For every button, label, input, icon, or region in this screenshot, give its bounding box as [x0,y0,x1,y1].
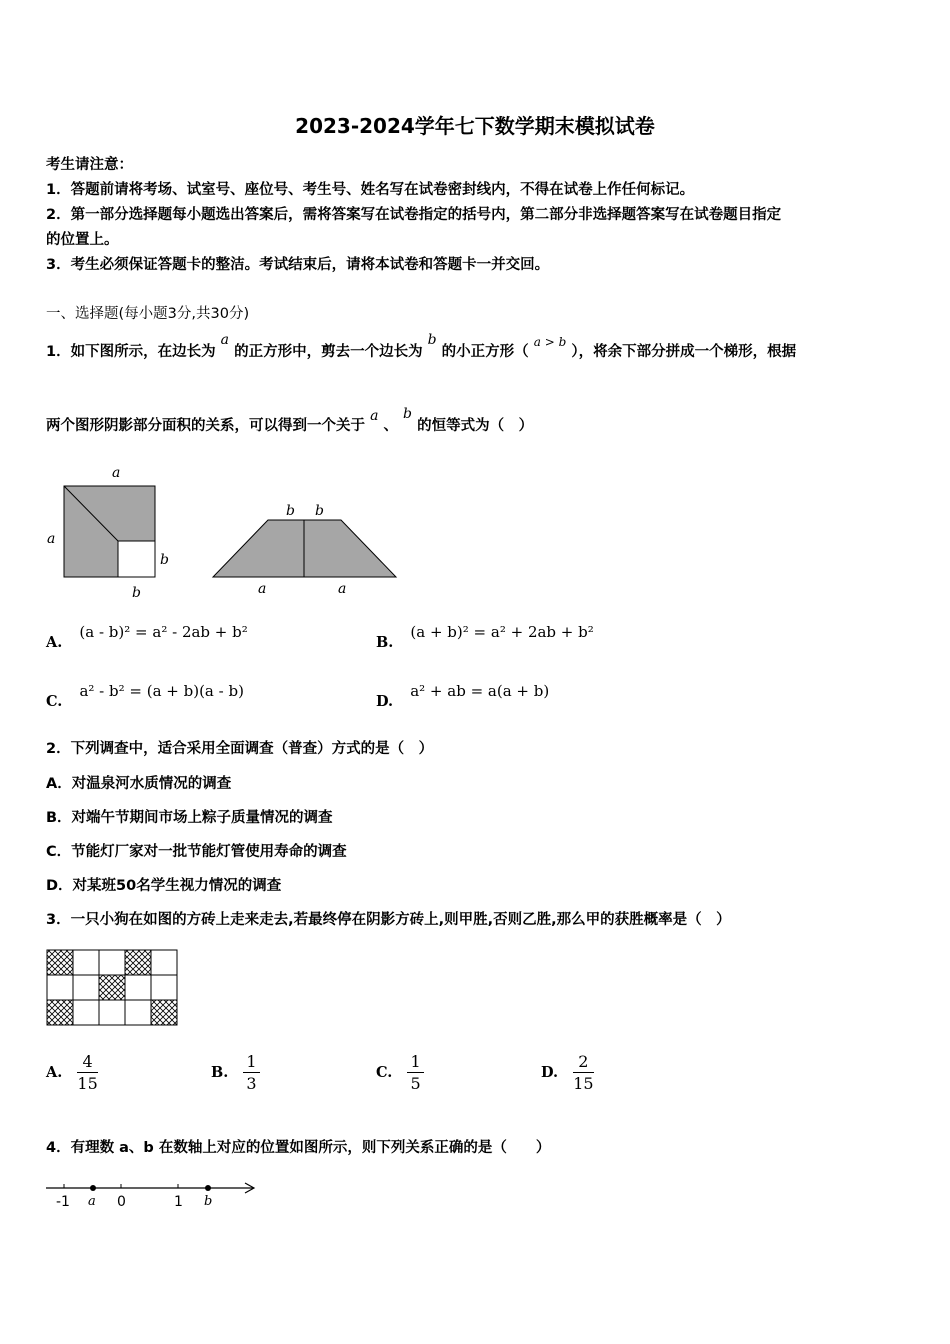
option-label: A. [46,634,63,651]
denominator: 3 [246,1074,257,1093]
q1-var-b2: b [403,406,413,422]
label-one: 1 [174,1194,183,1210]
tr-label-top-2: b [315,503,324,519]
q1-condition: a > b [533,335,567,349]
option-fraction [77,1052,97,1093]
numerator: 1 [407,1052,423,1073]
q1-stem-line1 [46,332,797,361]
q1-text-6: 的恒等式为（ ） [417,418,534,434]
q1-option-d[interactable] [376,681,550,710]
q2-stem: 2．下列调查中，适合采用全面调查（普查）方式的是（ ） [46,741,434,757]
q3-option-d[interactable] [541,1052,594,1093]
notice-item-1: 1．答题前请将考场、试室号、座位号、考生号、姓名写在试卷密封线内，不得在试卷上作任何标记。 [46,182,695,198]
trapezoid-figure [213,520,396,577]
option-label: A. [46,1064,63,1081]
sq-label-top: a [112,465,121,481]
denominator: 5 [410,1074,421,1093]
label-minus-1: -1 [56,1194,70,1210]
q4-stem: 4．有理数 a、b 在数轴上对应的位置如图所示，则下列关系正确的是（ ） [46,1140,551,1156]
notice-item-2: 2．第一部分选择题每小题选出答案后，需将答案写在试卷指定的括号内，第二部分非选择题答案写在试卷题目指定 [46,207,782,223]
tr-label-bottom-2: a [338,581,347,597]
q1-text-1: 1．如下图所示，在边长为 [46,344,216,360]
shaded-tile [99,975,125,1000]
q3-tile-grid [46,948,181,1028]
option-label: D. [376,693,394,710]
tr-label-bottom-1: a [258,581,267,597]
q3-option-a[interactable] [46,1052,98,1093]
sq-label-right: b [160,552,169,568]
section-heading: 一、选择题(每小题3分,共30分) [46,306,250,322]
shaded-tile [47,950,73,975]
notice-heading: 考生请注意： [46,157,133,173]
shaded-tile [125,950,151,975]
sq-label-left: a [47,531,56,547]
q1-figure [40,460,420,605]
notice-item-3: 3．考生必须保证答题卡的整洁。考试结束后，请将本试卷和答题卡一并交回。 [46,257,550,273]
numerator: 1 [243,1052,259,1073]
q1-stem-line2 [46,406,534,435]
q1-option-a[interactable] [46,622,248,651]
q1-var-a: a [220,332,230,348]
page-title: 2023-2024学年七下数学期末模拟试卷 [295,114,655,138]
option-label: C. [376,1064,393,1081]
option-label: B. [211,1064,229,1081]
denominator: 15 [573,1074,594,1093]
q3-option-c[interactable] [376,1052,424,1093]
shaded-tile [47,1000,73,1025]
tr-label-top-1: b [286,503,295,519]
notice-item-2-cont: 的位置上。 [46,232,119,248]
q1-var-a2: a [370,408,379,424]
option-fraction [407,1052,423,1093]
numerator: 2 [573,1052,593,1073]
option-label: B. [376,634,394,651]
option-label: C. [46,693,63,710]
q1-text-2: 的正方形中，剪去一个边长为 [234,344,423,360]
q2-option-d[interactable]: D．对某班50名学生视力情况的调查 [46,878,282,894]
cut-square-figure [64,486,155,577]
q1-option-c[interactable] [46,681,244,710]
label-zero: 0 [117,1194,126,1210]
q1-separator: 、 [383,418,398,434]
option-fraction [573,1052,593,1093]
label-a: a [88,1194,96,1209]
option-expression: (a + b)² = a² + 2ab + b² [410,623,594,641]
q2-option-a[interactable]: A．对温泉河水质情况的调查 [46,776,232,792]
q3-stem: 3．一只小狗在如图的方砖上走来走去,若最终停在阴影方砖上,则甲胜,否则乙胜,那么甲的获胜概率是（ ） [46,912,731,928]
q4-number-line [40,1172,265,1214]
option-fraction [243,1052,259,1093]
q1-var-b: b [427,332,437,348]
numerator: 4 [77,1052,97,1073]
q2-option-b[interactable]: B．对端午节期间市场上粽子质量情况的调查 [46,810,333,826]
denominator: 15 [77,1074,98,1093]
option-expression: a² - b² = (a + b)(a - b) [79,682,244,700]
q1-text-3: 的小正方形（ [441,344,529,360]
q1-text-4: ），将余下部分拼成一个梯形，根据 [571,344,797,360]
shaded-tile [151,1000,177,1025]
point-b [205,1185,211,1191]
option-expression: a² + ab = a(a + b) [410,682,550,700]
point-a [90,1185,96,1191]
sq-label-bottom: b [132,585,141,601]
q1-option-b[interactable] [376,622,594,651]
q1-text-5: 两个图形阴影部分面积的关系，可以得到一个关于 [46,418,365,434]
option-expression: (a - b)² = a² - 2ab + b² [79,623,248,641]
q3-option-b[interactable] [211,1052,260,1093]
label-b: b [204,1194,213,1209]
q2-option-c[interactable]: C．节能灯厂家对一批节能灯管使用寿命的调查 [46,844,347,860]
option-label: D. [541,1064,559,1081]
